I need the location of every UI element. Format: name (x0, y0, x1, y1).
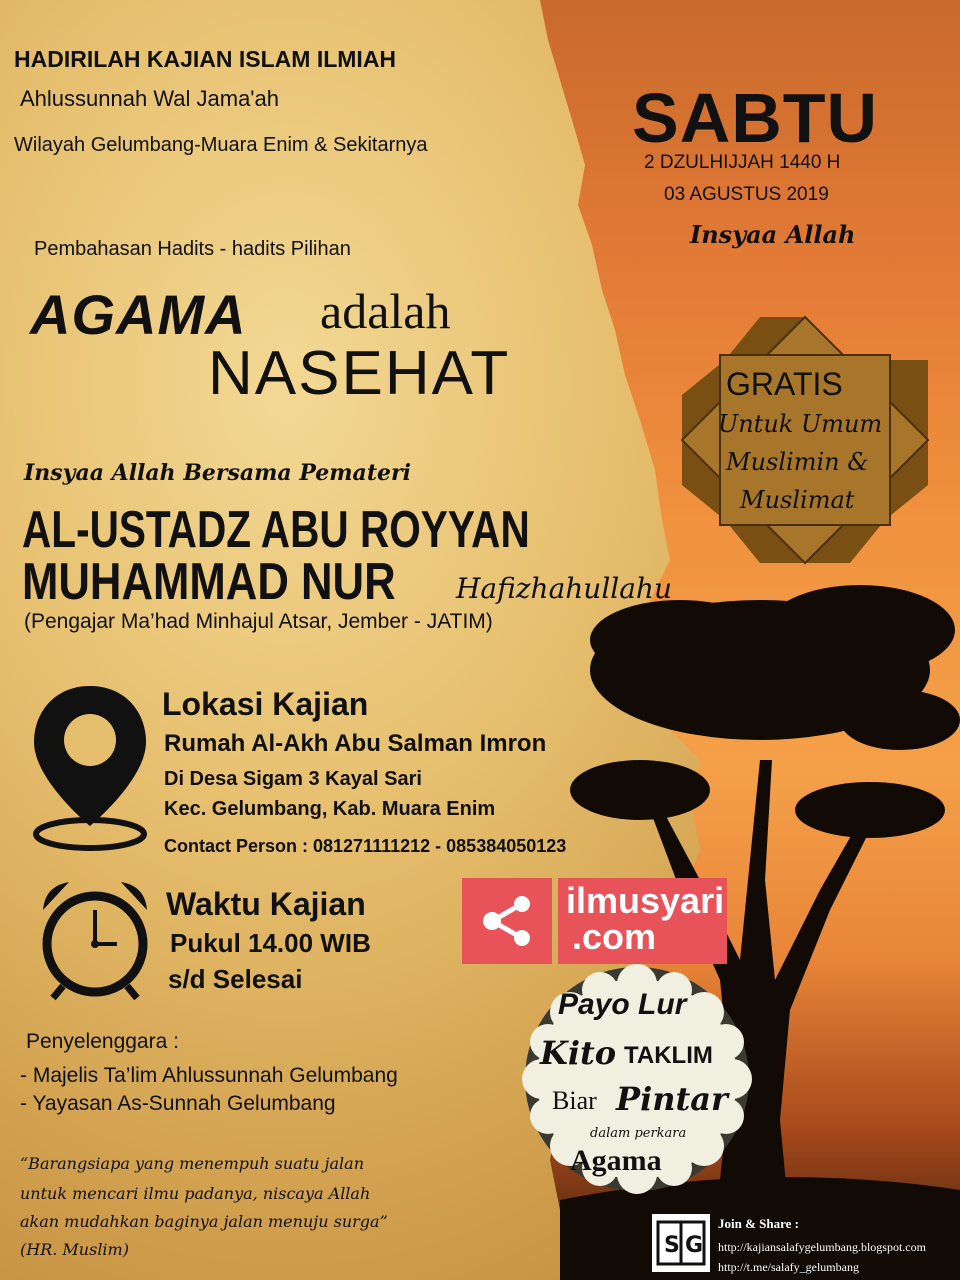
map-pin-icon (30, 684, 150, 852)
time-end: s/d Selesai (168, 964, 303, 994)
location-title: Lokasi Kajian (162, 686, 369, 722)
payo-line1: Payo Lur (558, 988, 687, 1021)
gratis-line2: Muslimin & (726, 448, 869, 476)
topic-word-adalah: adalah (320, 283, 451, 339)
speaker-honorific: Hafizhahullahu (456, 572, 673, 605)
gratis-line3: Muslimat (740, 486, 855, 514)
location-address1: Di Desa Sigam 3 Kayal Sari (164, 768, 422, 790)
gratis-title: GRATIS (726, 366, 843, 402)
footer-join: Join & Share : (718, 1216, 800, 1231)
time-start: Pukul 14.00 WIB (170, 928, 371, 958)
date-gregorian: 03 AGUSTUS 2019 (664, 184, 829, 205)
date-hijri: 2 DZULHIJJAH 1440 H (644, 152, 841, 173)
payo-pintar: Pintar (616, 1080, 728, 1118)
location-address2: Kec. Gelumbang, Kab. Muara Enim (164, 798, 496, 820)
share-text-line1: ilmusyari (566, 880, 725, 921)
payo-biar: Biar (552, 1086, 597, 1115)
hadith-quote-line3: akan mudahkan baginya jalan menuju surga” (20, 1212, 388, 1231)
ilmusyari-share-badge (462, 878, 727, 964)
gratis-line1: Untuk Umum (718, 410, 883, 438)
time-title: Waktu Kajian (166, 886, 366, 922)
svg-text:S: S (664, 1233, 680, 1258)
hadith-quote-line1: “Barangsiapa yang menempuh suatu jalan (20, 1154, 365, 1173)
date-note: Insyaa Allah (690, 220, 856, 249)
payo-dalam: dalam perkara (590, 1126, 687, 1141)
footer-telegram-link[interactable]: http://t.me/salafy_gelumbang (718, 1260, 859, 1274)
header-title: HADIRILAH KAJIAN ISLAM ILMIAH (14, 46, 397, 72)
location-place: Rumah Al-Akh Abu Salman Imron (164, 730, 547, 757)
payo-taklim: TAKLIM (624, 1042, 713, 1069)
speaker-intro: Insyaa Allah Bersama Pemateri (24, 460, 411, 486)
organizer-title: Penyelenggara : (26, 1030, 179, 1053)
speaker-name-line2: MUHAMMAD NUR (22, 553, 396, 611)
topic-intro: Pembahasan Hadits - hadits Pilihan (34, 238, 351, 260)
svg-text:G: G (685, 1233, 704, 1258)
topic-word-nasehat: NASEHAT (208, 339, 511, 408)
organizer-item: - Majelis Ta’lim Ahlussunnah Gelumbang (20, 1064, 398, 1087)
hadith-quote-line2: untuk mencari ilmu padanya, niscaya Allah (20, 1184, 371, 1203)
date-day: SABTU (632, 79, 879, 157)
hadith-quote-source: (HR. Muslim) (20, 1240, 129, 1259)
share-icon (480, 896, 534, 946)
payo-kito: Kito (540, 1034, 617, 1072)
gratis-star-badge (680, 315, 930, 565)
share-text-line2: .com (572, 916, 657, 957)
header-subtitle: Ahlussunnah Wal Jama'ah (20, 86, 279, 111)
speaker-name-line1: AL-USTADZ ABU ROYYAN (22, 501, 530, 559)
footer-blog-link[interactable]: http://kajiansalafygelumbang.blogspot.com (718, 1240, 926, 1254)
header-region: Wilayah Gelumbang-Muara Enim & Sekitarnya (14, 134, 428, 156)
organizer-item: - Yayasan As-Sunnah Gelumbang (20, 1092, 336, 1115)
book-logo-icon (652, 1214, 710, 1272)
topic-word-agama: AGAMA (30, 283, 247, 346)
payo-agama: Agama (570, 1144, 662, 1177)
alarm-clock-icon (35, 876, 155, 1002)
location-contact: Contact Person : 081271111212 - 085384050123 (164, 836, 567, 856)
speaker-affiliation: (Pengajar Ma’had Minhajul Atsar, Jember - JATIM) (24, 610, 493, 633)
